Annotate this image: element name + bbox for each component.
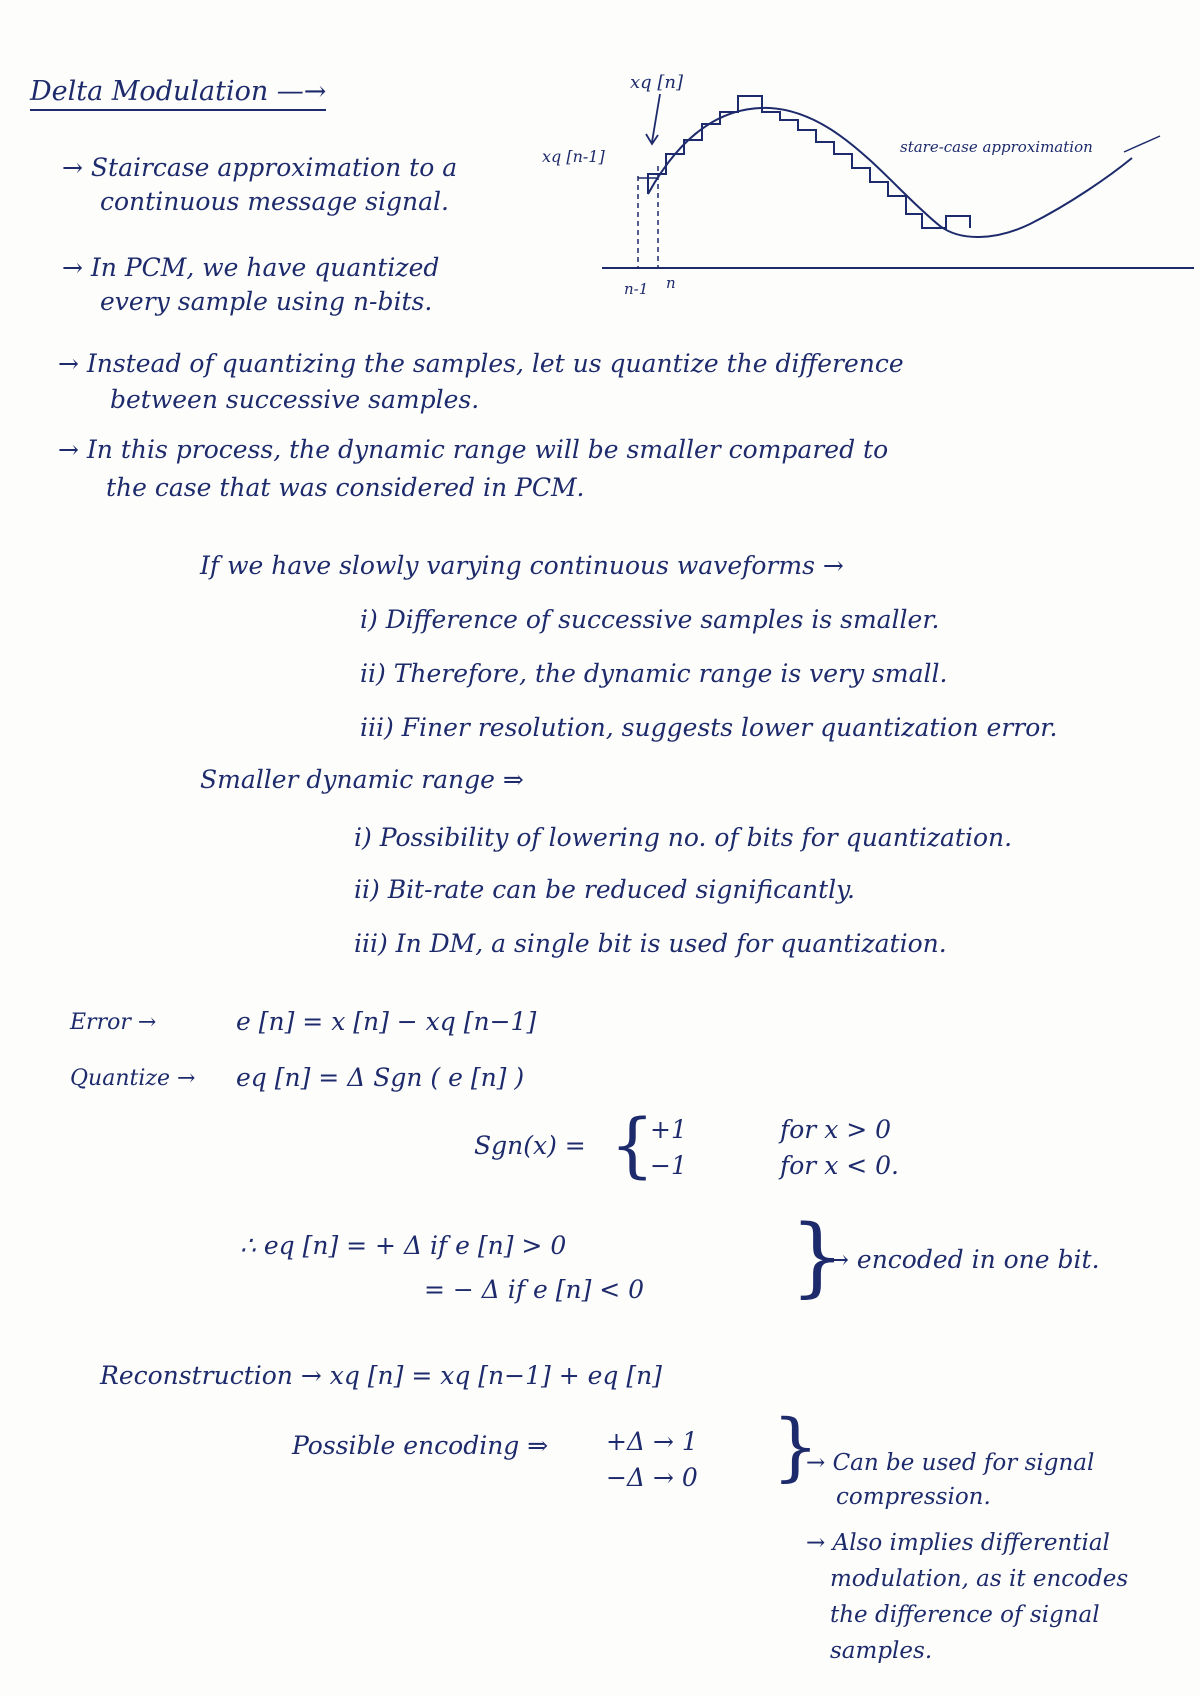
therefore-line-1: ∴ eq [n] = + Δ if e [n] > 0 (240, 1231, 567, 1260)
encoding-note-6: samples. (830, 1638, 933, 1664)
sgn-lhs: Sgn(x) = (474, 1131, 586, 1160)
reconstruction-equation: Reconstruction → xq [n] = xq [n−1] + eq [n] (100, 1361, 662, 1390)
smaller-range-heading: Smaller dynamic range ⇒ (200, 765, 524, 794)
arrow-staircase-label (1124, 136, 1160, 152)
smaller-range-item-3: iii) In DM, a single bit is used for quantization. (354, 929, 947, 958)
quantize-label: Quantize → (70, 1066, 196, 1091)
encoding-note-3: → Also implies differential (806, 1530, 1110, 1556)
sgn-cond-plus: for x > 0 (780, 1115, 892, 1144)
slowly-varying-heading: If we have slowly varying continuous waveforms → (200, 551, 844, 580)
slowly-varying-item-3: iii) Finer resolution, suggests lower quantization error. (360, 713, 1058, 742)
smaller-range-item-2: ii) Bit-rate can be reduced significantly. (354, 875, 855, 904)
label-xq-n: xq [n] (630, 72, 684, 93)
sgn-brace: { (610, 1104, 655, 1186)
encoded-note: → encoded in one bit. (828, 1245, 1100, 1274)
arrow-xq-n (652, 94, 660, 142)
error-label: Error → (70, 1010, 157, 1035)
bullet-staircase-1: → Staircase approximation to a (62, 153, 458, 182)
sgn-minus: −1 (650, 1151, 687, 1180)
encoding-label: Possible encoding ⇒ (292, 1431, 549, 1460)
slowly-varying-item-1: i) Difference of successive samples is smaller. (360, 605, 940, 634)
staircase-signal (648, 96, 970, 228)
therefore-line-2: = − Δ if e [n] < 0 (424, 1275, 645, 1304)
label-xq-n-minus-1: xq [n-1] (542, 147, 605, 166)
encoding-note-5: the difference of signal (830, 1602, 1100, 1628)
encoding-brace: } (772, 1404, 820, 1490)
tick-n-minus-1: n-1 (624, 280, 649, 298)
bullet-pcm-1: → In PCM, we have quantized (62, 253, 440, 282)
label-staircase: stare-case approximation (900, 138, 1093, 156)
page-title: Delta Modulation —→ (30, 76, 326, 107)
bullet-staircase-2: continuous message signal. (100, 187, 449, 216)
tick-n: n (666, 274, 676, 292)
slowly-varying-item-2: ii) Therefore, the dynamic range is very small. (360, 659, 948, 688)
bullet-process-2: the case that was considered in PCM. (106, 473, 585, 502)
staircase-figure (542, 66, 1196, 310)
encoded-brace: } (790, 1207, 845, 1307)
encoding-minus: −Δ → 0 (606, 1463, 698, 1492)
continuous-signal (648, 108, 1132, 237)
encoding-note-2: compression. (836, 1484, 991, 1510)
sgn-cond-minus: for x < 0. (780, 1151, 899, 1180)
encoding-note-4: modulation, as it encodes (830, 1566, 1129, 1592)
encoding-note-1: → Can be used for signal (806, 1450, 1095, 1476)
bullet-pcm-2: every sample using n-bits. (100, 287, 433, 316)
quantize-equation: eq [n] = Δ Sgn ( e [n] ) (236, 1063, 525, 1092)
smaller-range-item-1: i) Possibility of lowering no. of bits for quantization. (354, 823, 1013, 852)
bullet-process-1: → In this process, the dynamic range will be smaller compared to (58, 435, 889, 464)
encoding-plus: +Δ → 1 (606, 1427, 698, 1456)
bullet-instead-2: between successive samples. (110, 385, 480, 414)
error-equation: e [n] = x [n] − xq [n−1] (236, 1007, 537, 1036)
sgn-plus: +1 (650, 1115, 687, 1144)
bullet-instead-1: → Instead of quantizing the samples, let us quantize the difference (58, 349, 904, 378)
